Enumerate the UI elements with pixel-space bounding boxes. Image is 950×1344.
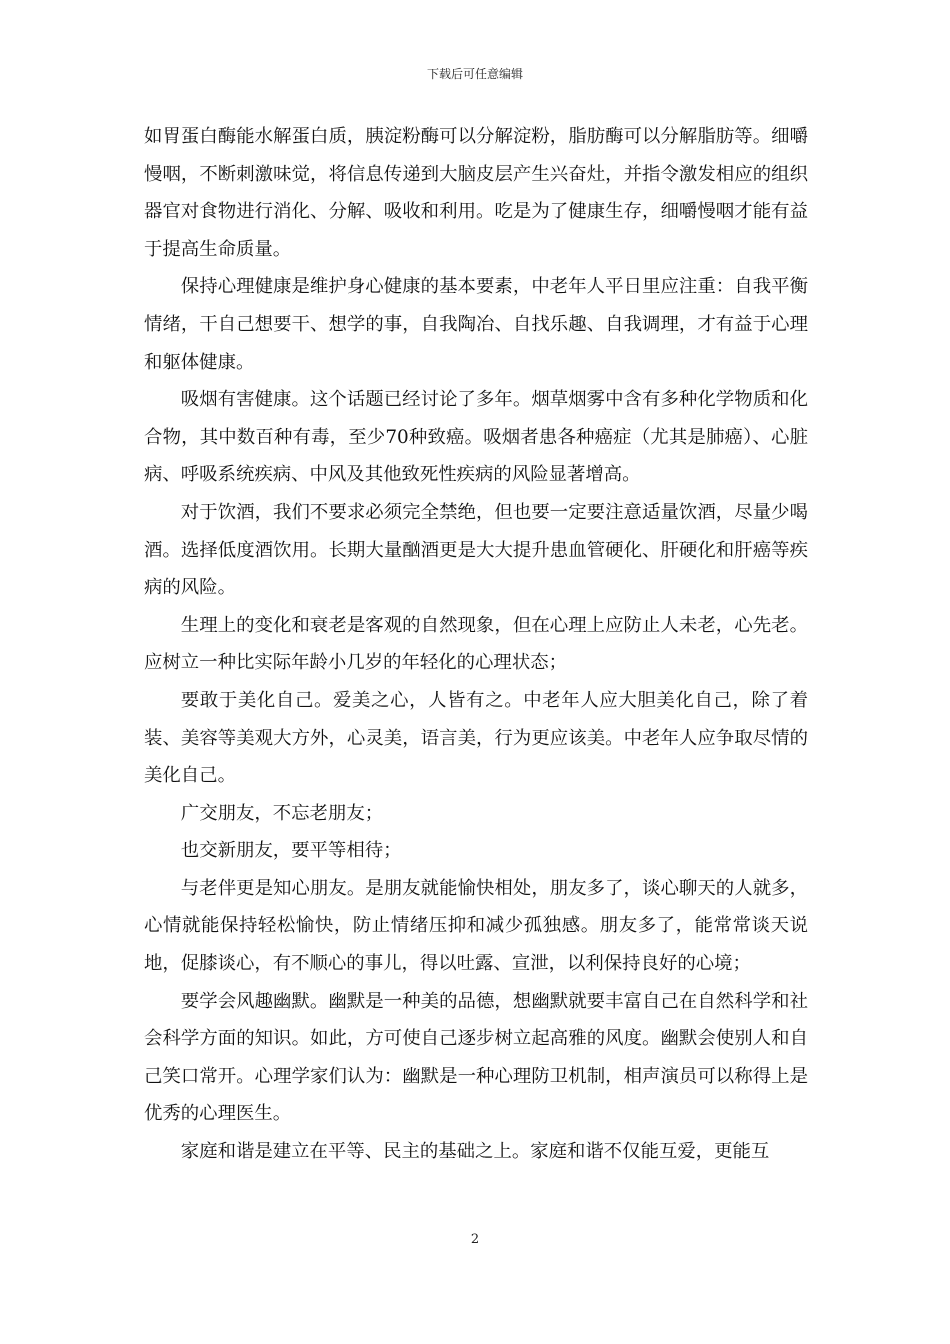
- paragraph-3: 吸烟有害健康。这个话题已经讨论了多年。烟草烟雾中含有多种化学物质和化合物，其中数百种有毒，至少70种致癌。吸烟者患各种癌症（尤其是肺癌）、心脏病、呼吸系统疾病、中风及其他致死性疾病的风险显著增高。: [144, 389, 808, 486]
- paragraph-4: 对于饮酒，我们不要求必须完全禁绝，但也要一定要注意适量饮酒，尽量少喝酒。选择低度酒饮用。长期大量酗酒更是大大提升患血管硬化、肝硬化和肝癌等疾病的风险。: [144, 501, 808, 599]
- paragraph-5: 生理上的变化和衰老是客观的自然现象，但在心理上应防止人未老，心先老。应树立一种比实际年龄小几岁的年轻化的心理状态；: [144, 614, 808, 674]
- paragraph-7: 广交朋友，不忘老朋友；: [180, 802, 384, 824]
- paragraph-1: 如胃蛋白酶能水解蛋白质，胰淀粉酶可以分解淀粉，脂肪酶可以分解脂肪等。细嚼慢咽，不断刺激味觉，将信息传递到大脑皮层产生兴奋灶，并指令激发相应的组织器官对食物进行消化、分解、吸收和利用。吃是为了健康生存，细嚼慢咽才能有益于提高生命质量。: [144, 126, 808, 260]
- paragraph-11: 家庭和谐是建立在平等、民主的基础之上。家庭和谐不仅能互爱，更能互: [180, 1141, 770, 1163]
- paragraph-6: 要敢于美化自己。爱美之心，人皆有之。中老年人应大胆美化自己，除了着装、美容等美观大方外，心灵美，语言美，行为更应该美。中老年人应争取尽情的美化自己。: [144, 689, 808, 787]
- paragraph-10: 要学会风趣幽默。幽默是一种美的品德，想幽默就要丰富自己在自然科学和社会科学方面的知识。如此，方可使自己逐步树立起高雅的风度。幽默会使别人和自己笑口常开。心理学家们认为：幽默是一种心理防卫机制，相声演员可以称得上是优秀的心理医生。: [144, 990, 808, 1125]
- page-header: 下载后可任意编辑: [426, 67, 523, 81]
- paragraph-8: 也交新朋友，要平等相待；: [180, 840, 402, 862]
- paragraph-2: 保持心理健康是维护身心健康的基本要素，中老年人平日里应注重：自我平衡情绪，干自己想要干、想学的事，自我陶冶、自找乐趣、自我调理，才有益于心理和躯体健康。: [144, 276, 808, 373]
- document-body: [144, 118, 808, 1171]
- page-number: 2: [470, 1232, 480, 1247]
- paragraph-9: 与老伴更是知心朋友。是朋友就能愉快相处，朋友多了，谈心聊天的人就多，心情就能保持轻松愉快，防止情绪压抑和减少孤独感。朋友多了，能常常谈天说地，促膝谈心，有不顺心的事儿，得以吐露、宣泄，以利保持良好的心境；: [144, 877, 808, 975]
